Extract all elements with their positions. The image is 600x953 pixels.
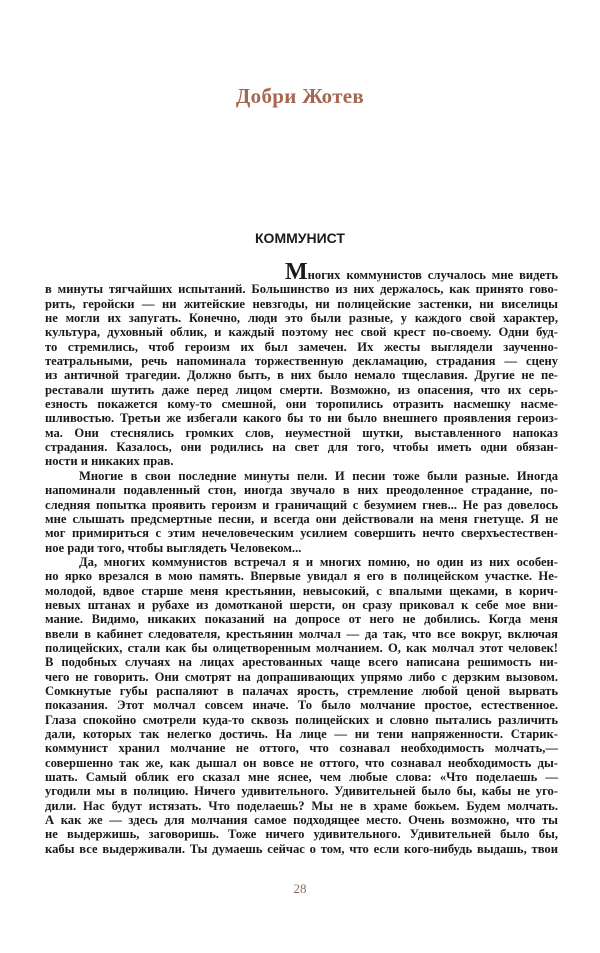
text-line: дили. Нас будут истязать. Что поделаешь? Мы не в храме божьем. Будем молчать. — [45, 798, 558, 813]
text-line: рить, геройски — ни житейские невзгоды, ни полицейские застенки, ни виселицы — [45, 296, 558, 311]
story-body — [45, 259, 558, 856]
text-line: совершенно так же, как дышал он вовсе не оттого, что сознавал необходимость ды- — [45, 755, 558, 770]
text-line: мог примириться с этим нечеловеческим усилием совершить нечто сверхъестествен- — [45, 526, 558, 541]
text-line: не могли их запугать. Конечно, люди это были разные, у каждого свой характер, — [45, 311, 558, 326]
text-line: угодили мы в полицию. Ничего удивительного. Удивительней было бы, кабы не уго- — [45, 784, 558, 799]
text-line: в минуты тягчайших испытаний. Большинство из них держалось, как принято гово- — [45, 282, 558, 297]
text-line: коммунист хранил молчание не оттого, что сознавал необходимость молчать,— — [45, 741, 558, 756]
text-line: мание. Видимо, никаких показаний на допросе от него не добились. Когда меня — [45, 612, 558, 627]
text-line: Сомкнутые губы распаляют в палачах ярость, стремление любой ценой вырвать — [45, 683, 558, 698]
page-number: 28 — [293, 881, 307, 896]
text-line: напоминали подавленный стон, иногда звучало в них преодоленное страдание, по- — [45, 483, 558, 498]
text-line: Многие в свои последние минуты пели. И песни тоже были разные. Иногда — [79, 468, 558, 483]
text-line: ности и никаких прав. — [45, 454, 174, 469]
text-line: не выдержишь, заговоришь. Тоже ничего удивительного. Удивительней было бы, — [45, 827, 558, 842]
text-line: мне слышать предсмертные песни, и всегда они действовали на меня гнетуще. Я не — [45, 511, 558, 526]
text-line: следняя попытка проявить героизм и граничащий с безумием гнев... Не раз довелось — [45, 497, 558, 512]
drop-cap: М — [285, 259, 308, 285]
author-name: Добри Жотев — [235, 84, 365, 108]
text-line — [45, 259, 558, 285]
text-line: театральными, речь напоминала торжественную декламацию, страдания — сцену — [45, 354, 558, 369]
text-line: культура, духовный облик, и каждый поэтому нес свой крест по-своему. Одни буд- — [45, 325, 558, 340]
text-line: показания. Этот молчал совсем иначе. То было молчание простое, естественное. — [45, 698, 558, 713]
text-line: невых штанах и рубахе из домотканой шерсти, он сразу приковал к себе мое вни- — [45, 597, 558, 612]
text-line: езность покажется кому-то смешной, они торопились отразить насмешку насме- — [45, 397, 558, 412]
text-line: ввели в кабинет следователя, крестьянин молчал — да так, что все вокруг, включая — [45, 626, 558, 641]
text-line: Да, многих коммунистов встречал я и многих помню, но один из них особен- — [79, 554, 558, 569]
text-line: страдания. Казалось, они родились на свет для того, чтобы иметь одни обязан- — [45, 440, 558, 455]
text-line: ное ради того, чтобы выглядеть Человеком... — [45, 540, 302, 555]
text-line: дали, которых так нелегко достичь. На лице — ни тени напряженности. Старик- — [45, 727, 558, 741]
story-title: КОММУНИСТ — [255, 230, 345, 246]
text-line: чего не говорить. Они смотрят на допрашивающих упрямо либо с дерзким вызовом. — [45, 669, 558, 684]
text-line: молодой, вдвое старше меня крестьянин, невысокий, с впалыми щеками, в корич- — [45, 583, 558, 598]
text-line: шать. Самый облик его сказал мне яснее, чем любые слова: «Что поделаешь — — [45, 770, 558, 785]
text-line: реставали шутить даже перед лицом смерти. Возможно, из опасения, что их серь- — [45, 382, 558, 397]
text-line: то стремились, чтоб героизм их был замечен. Их жесты выглядели заученно- — [45, 339, 558, 354]
text-line: А как же — здесь для молчания самое подходящее место. Очень возможно, что ты — [45, 813, 558, 828]
text-line: шливостью. Третьи же избегали какого бы то ни было внешнего проявления героиз- — [45, 411, 558, 426]
text-line: из античной трагедии. Должно быть, в них было немало тщеславия. Другие не пе- — [45, 368, 558, 383]
text-line: Глаза спокойно смотрели куда-то сквозь полицейских и словно пытались различить — [45, 712, 558, 727]
text-line: но ярко врезался в мою память. Впервые увидал я его в полицейском участке. Не- — [45, 569, 558, 584]
text-line: кабы все выдерживали. Ты думаешь сейчас о том, что если кого-нибудь выдашь, твои — [45, 841, 558, 856]
text-line: ма. Они стеснялись громких слов, неуместной шутки, выставленного напоказ — [45, 425, 558, 440]
text-line: полицейских, стали как бы олицетворенным молчанием. О, как молчал этот человек! — [45, 640, 558, 655]
text-line-content: ногих коммунистов случалось мне видеть — [307, 268, 558, 282]
text-line: В подобных случаях на лицах арестованных чаще всего написана решимость ни- — [45, 655, 558, 670]
